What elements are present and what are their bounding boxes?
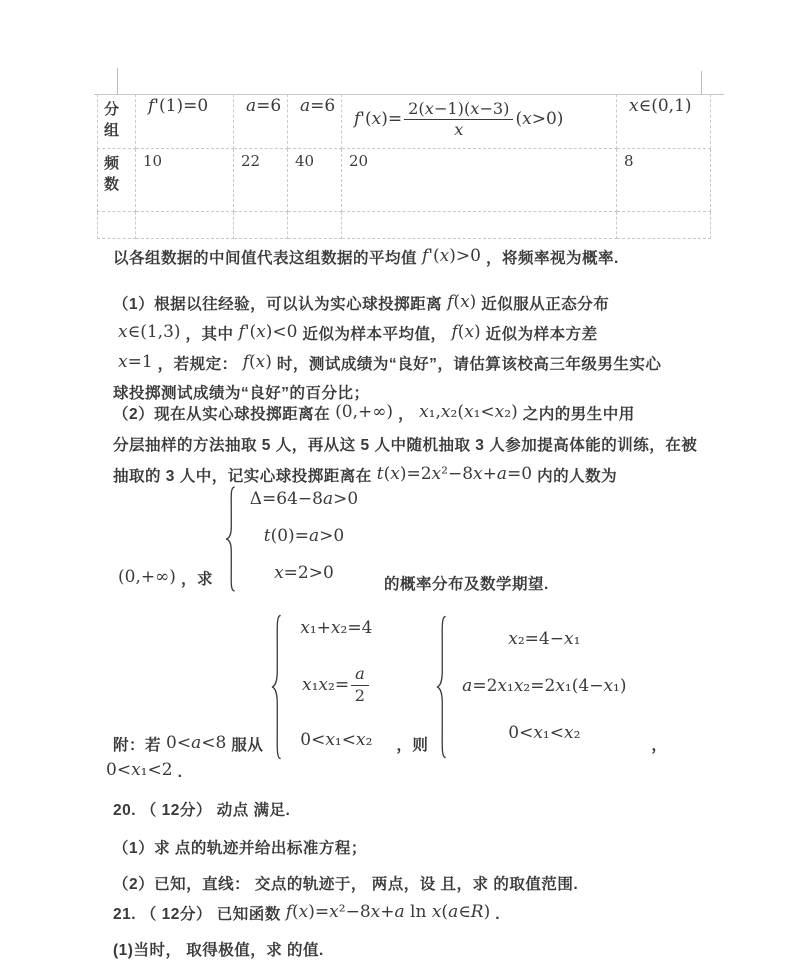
table-cell (234, 95, 288, 149)
table-row-empty (98, 212, 711, 239)
system-block-1 (113, 480, 549, 598)
equation-line (245, 489, 363, 511)
text-run: . (495, 906, 501, 923)
table-cell-empty (234, 212, 288, 239)
text-line (113, 319, 661, 349)
equation-line (295, 618, 377, 640)
text-run: t(x)=2x²−8x+a=0 (376, 464, 533, 484)
system2-tail (651, 734, 667, 758)
frequency-table (97, 94, 711, 239)
text-run: 之内的男生中用 (522, 406, 635, 423)
table-cell (342, 149, 617, 212)
system2-left-equations (284, 618, 388, 752)
text-run: ，求 (180, 571, 213, 588)
table-cell-empty (342, 212, 617, 239)
text-run: ，其中 (185, 326, 234, 343)
table-cell (136, 95, 234, 149)
table-cell-empty (98, 212, 136, 239)
text-run: （1）根据以往经验，可以认为实心球投掷距离 (113, 296, 443, 313)
text-run: 22 (241, 152, 261, 170)
equation-line (269, 563, 339, 585)
table-cell (234, 149, 288, 212)
text-run: 球投掷测试成绩为“良好”的百分比； (113, 385, 370, 402)
equation-line (503, 629, 585, 651)
table-cell-empty (136, 212, 234, 239)
text-run: 8 (624, 152, 634, 170)
text-run: (0,+∞) (118, 567, 176, 587)
text-run: 21. （ 12分） 已知函数 (113, 906, 281, 923)
text-run: x∈(1,3) (118, 322, 181, 342)
text-run: x∈(0,1) (629, 96, 692, 116)
left-brace-icon (434, 615, 449, 759)
text-run: f(x)=x²−8x+a ln x(a∈R) (285, 902, 491, 922)
text-run: 分层抽样的方法抽取 5 人，再从这 5 人中随机抽取 3 人参加提高体能的训练，在被 (113, 437, 698, 454)
table-cell (342, 95, 617, 149)
text-run: 时，测试成绩为“良好”，请估算该校高三年级男生实心 (276, 356, 662, 373)
problem-20-title (113, 796, 290, 826)
text-run: a=6 (300, 96, 336, 116)
table-cell (617, 149, 711, 212)
text-run: (1)当时， 取得极值，求 的值. (113, 942, 324, 959)
system2-wrap-line (101, 757, 182, 788)
text-run: f(x) (242, 352, 272, 372)
system1-equations (238, 489, 370, 585)
text-run: x₂=4−x₁ (508, 629, 581, 649)
text-run: 近似服从正态分布 (481, 296, 610, 313)
text-run: (0,+∞) (335, 402, 394, 422)
text-run: ，则 (396, 737, 429, 754)
problem-21-title (113, 899, 500, 930)
text-run: Δ=64−8a>0 (249, 489, 359, 509)
text-run: t(0)=a>0 (263, 526, 345, 547)
text-run: ， (651, 737, 668, 754)
table-cell-empty (288, 212, 342, 239)
equation-line (297, 664, 376, 707)
text-run: 20 (349, 152, 369, 170)
text-run: f(x) (447, 292, 477, 312)
text-run: x=1 (118, 352, 153, 372)
table-cell (288, 149, 342, 212)
text-run: f'(x)= $\frac{2(x-1)(x-3)}{x}$ (x>0) (354, 98, 564, 140)
text-run: 20. （ 12分） 动点 满足. (113, 802, 291, 819)
text-run: （1）求 点的轨迹并给出标准方程； (113, 840, 367, 857)
text-run: ， (398, 406, 415, 423)
text-run: 近似为样本方差 (485, 326, 598, 343)
column-marker-left (117, 68, 118, 94)
text-run: . (177, 764, 183, 781)
equation-line (259, 526, 349, 548)
equation-line (295, 730, 377, 752)
column-marker-right (701, 71, 702, 94)
text-run: 10 (143, 152, 163, 170)
table-cell-empty (617, 212, 711, 239)
problem-21-item-1 (113, 936, 324, 966)
text-run: 0<a<8 (166, 733, 227, 753)
system2-lead (113, 733, 263, 758)
text-run: a=2x₁x₂=2x₁(4−x₁) (462, 676, 627, 697)
left-brace-icon (269, 614, 284, 760)
text-run: f'(x)<0 (238, 322, 298, 342)
text-run: x₁x₂= $\frac{a}{2}$ (302, 675, 371, 695)
system1-lead (113, 567, 213, 592)
equation-line (457, 676, 631, 698)
part1-paragraph (113, 289, 661, 409)
system1-tail (384, 573, 549, 597)
table-cell-frequency-label: 频数 (98, 149, 136, 212)
system-block-2 (113, 610, 667, 762)
text-run: 0<x₁<x₂ (300, 730, 373, 751)
table-cell-group-label: 分组 (98, 95, 136, 149)
text-run: 内的人数为 (537, 468, 618, 485)
system2-middle (396, 734, 428, 758)
text-run: ，若规定： (157, 356, 238, 373)
table-cell (288, 95, 342, 149)
equation-line (503, 723, 585, 745)
text-line (113, 399, 697, 430)
table-cell (136, 149, 234, 212)
text-run: 40 (295, 152, 315, 170)
text-line (113, 349, 661, 379)
text-run: 的概率分布及数学期望. (383, 576, 549, 593)
text-run: x=2>0 (274, 563, 334, 584)
text-run: a=6 (246, 96, 282, 116)
text-run: 0<x₁<2 (106, 760, 173, 780)
text-run: x₁+x₂=4 (300, 618, 373, 638)
text-run: （2）已知，直线： 交点的轨迹于， 两点，设 且，求 的取值范围. (113, 876, 579, 893)
intro-line (113, 243, 619, 274)
text-run: 抽取的 3 人中，记实心球投掷距离在 (113, 468, 372, 485)
table-row-groups (98, 95, 711, 149)
left-brace-icon (223, 486, 238, 592)
text-line (113, 430, 697, 461)
system2-right-equations (449, 629, 639, 745)
text-run: 近似为样本平均值， (302, 326, 447, 343)
text-line (113, 289, 661, 319)
text-run: f'(1)=0 (148, 96, 209, 116)
text-run: 以各组数据的中间值代表这组数据的平均值 (113, 250, 418, 267)
problem-20-item-1 (113, 834, 367, 864)
text-run: f(x) (451, 322, 481, 342)
text-run: x₁,x₂(x₁<x₂) (419, 402, 518, 422)
problem-20-item-2 (113, 870, 578, 900)
text-run: 0<x₁<x₂ (508, 723, 581, 744)
text-run: （2）现在从实心球投掷距离在 (113, 406, 331, 423)
text-run: 服从 (231, 737, 264, 754)
part2-paragraph (113, 399, 697, 492)
text-run: ，将频率视为概率. (485, 250, 619, 267)
table-row-frequency (98, 149, 711, 212)
text-run: f'(x)>0 (422, 246, 481, 266)
text-run: 附：若 (113, 737, 162, 754)
table-cell (617, 95, 711, 149)
